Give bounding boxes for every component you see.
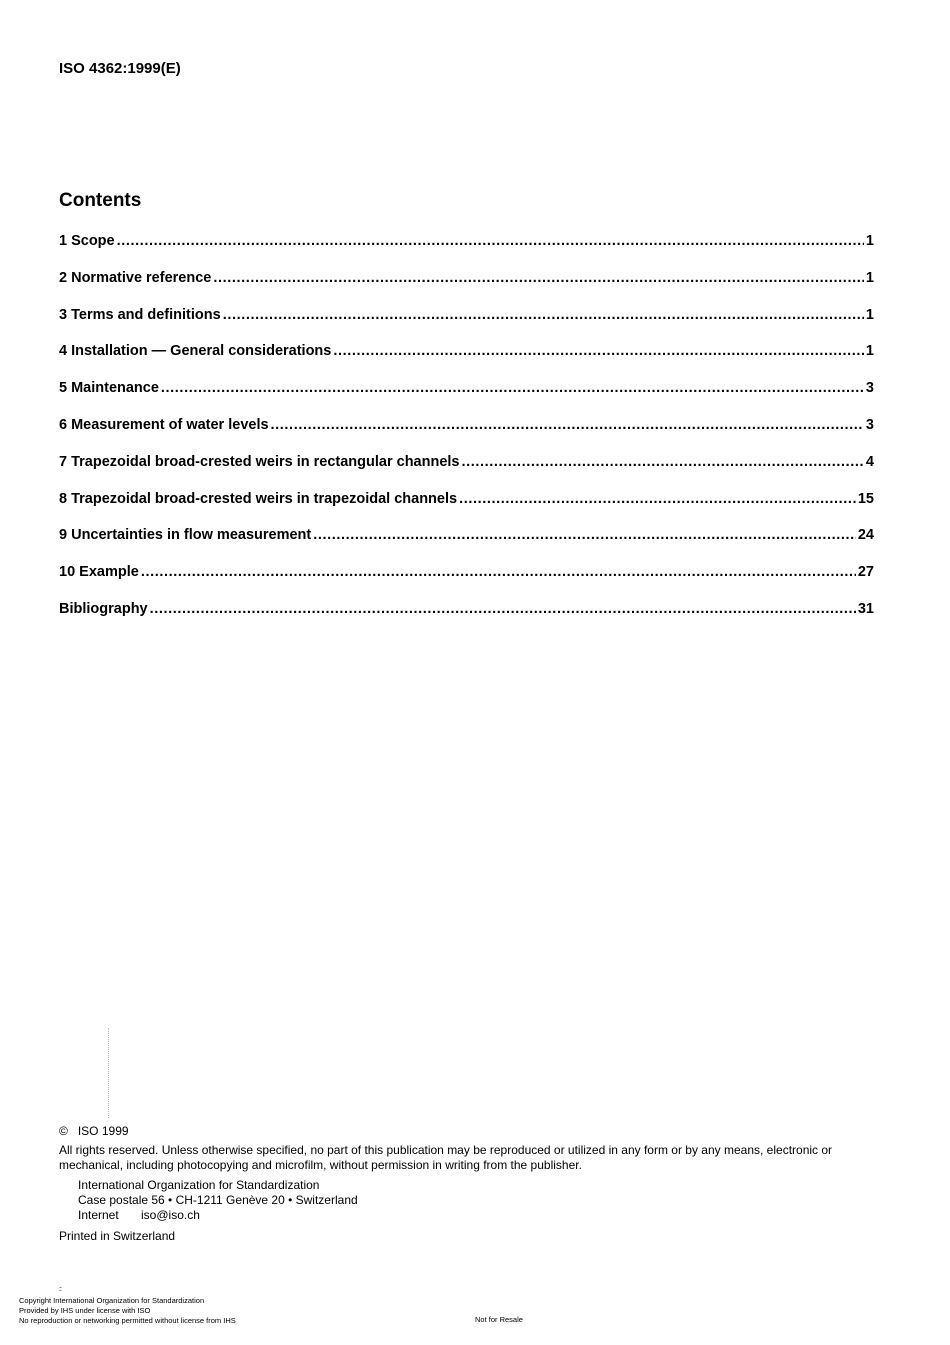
toc-leader-dots — [313, 527, 856, 543]
printed-in: Printed in Switzerland — [59, 1229, 176, 1243]
internet-line — [78, 1208, 358, 1223]
toc-entry-page: 1 — [865, 343, 874, 360]
internet-email[interactable]: iso@iso.ch — [141, 1208, 200, 1222]
toc-entry-rectangular-channels[interactable] — [59, 454, 874, 491]
toc-entry-installation[interactable] — [59, 343, 874, 380]
license-footer — [19, 1296, 236, 1326]
toc-entry-page: 31 — [857, 600, 874, 617]
toc-leader-dots — [161, 380, 864, 396]
toc-entry-title: 8 Trapezoidal broad-crested weirs in trapezoidal channels — [59, 490, 458, 507]
standard-id: ISO 4362:1999(E) — [59, 60, 181, 77]
rights-statement: All rights reserved. Unless otherwise specified, no part of this publication may be reproduced or utilized in any form or by any means, electronic or mechanical, including photocopying and microfilm, without permission in writing from the publisher. — [59, 1143, 833, 1172]
copyright-symbol: © — [59, 1124, 68, 1138]
scan-artifact-line — [108, 1028, 109, 1118]
org-address: Case postale 56 • CH-1211 Genève 20 • Switzerland — [78, 1193, 358, 1207]
toc-entry-page: 1 — [865, 269, 874, 286]
footer-copyright-line: Copyright International Organization for Standardization — [19, 1296, 205, 1305]
toc-leader-dots — [333, 343, 864, 359]
toc-entry-water-levels[interactable] — [59, 417, 874, 454]
toc-leader-dots — [141, 564, 856, 580]
toc-leader-dots — [223, 307, 864, 323]
toc-entry-page: 3 — [865, 416, 874, 433]
toc-entry-title: 2 Normative reference — [59, 269, 212, 286]
toc-entry-page: 24 — [857, 527, 874, 544]
toc-leader-dots — [150, 601, 856, 617]
toc-entry-example[interactable] — [59, 564, 874, 601]
toc-entry-title: 1 Scope — [59, 233, 115, 249]
toc-entry-normative-reference[interactable] — [59, 270, 874, 307]
publisher-address — [78, 1178, 358, 1223]
toc-entry-maintenance[interactable] — [59, 380, 874, 417]
toc-leader-dots — [117, 233, 864, 249]
toc-entry-title: 5 Maintenance — [59, 380, 159, 397]
toc-leader-dots — [459, 491, 856, 507]
toc-entry-title: 10 Example — [59, 564, 139, 581]
toc-entry-page: 1 — [865, 233, 874, 249]
toc-entry-title: 9 Uncertainties in flow measurement — [59, 527, 312, 544]
toc-leader-dots — [271, 417, 864, 433]
toc-entry-uncertainties[interactable] — [59, 527, 874, 564]
toc-entry-page: 15 — [857, 490, 874, 507]
copyright-text: ISO 1999 — [77, 1124, 129, 1138]
toc-leader-dots — [213, 270, 864, 286]
contents-title: Contents — [59, 190, 142, 211]
org-name: International Organization for Standardization — [78, 1178, 320, 1192]
toc-entry-scope[interactable] — [59, 233, 874, 270]
toc-entry-title: Bibliography — [59, 600, 148, 617]
footer-mark: :: — [59, 1286, 61, 1293]
toc-entry-title: 3 Terms and definitions — [59, 306, 221, 323]
footer-provider-line: Provided by IHS under license with ISO — [19, 1306, 151, 1315]
toc-entry-page: 4 — [865, 453, 874, 470]
toc-entry-page: 3 — [865, 380, 874, 397]
not-for-resale: Not for Resale — [475, 1315, 523, 1324]
footer-reproduction-line: No reproduction or networking permitted without license from IHS — [19, 1316, 236, 1325]
toc-entry-trapezoidal-channels[interactable] — [59, 491, 874, 528]
toc-entry-page: 27 — [857, 564, 874, 581]
table-of-contents — [59, 233, 874, 638]
toc-entry-terms-definitions[interactable] — [59, 307, 874, 344]
toc-entry-title: 7 Trapezoidal broad-crested weirs in rectangular channels — [59, 453, 460, 470]
toc-leader-dots — [462, 454, 864, 470]
toc-entry-title: 4 Installation — General considerations — [59, 343, 332, 360]
internet-label: Internet — [78, 1208, 119, 1222]
copyright-line — [59, 1124, 129, 1138]
toc-entry-page: 1 — [865, 306, 874, 323]
toc-entry-title: 6 Measurement of water levels — [59, 416, 269, 433]
toc-entry-bibliography[interactable] — [59, 601, 874, 638]
